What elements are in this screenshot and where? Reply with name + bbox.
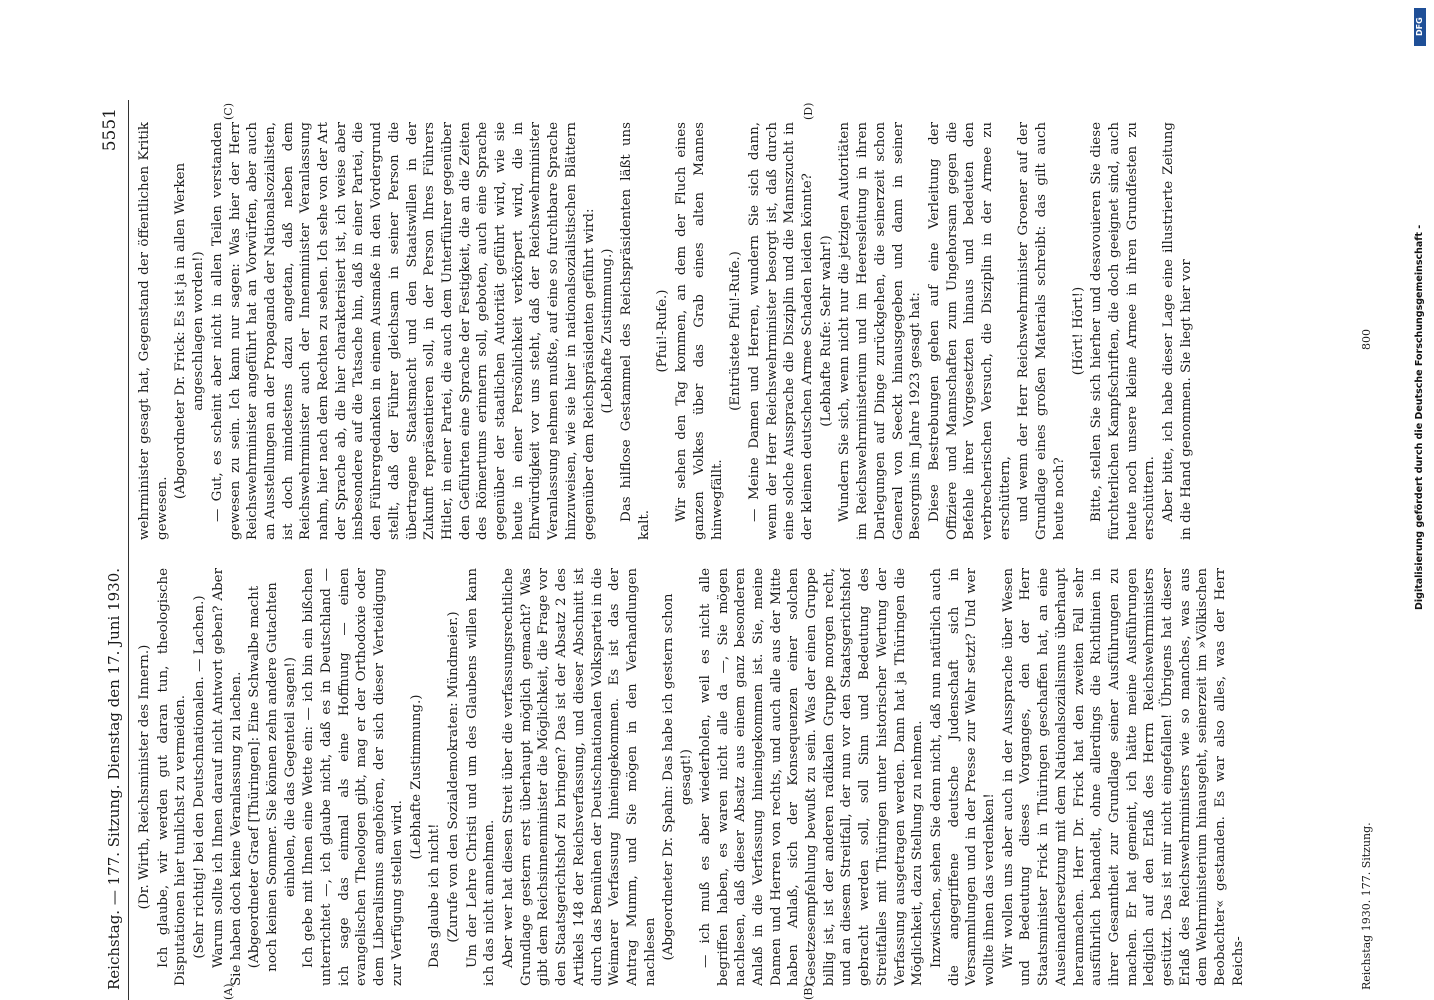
interjection: (Lebhafte Zustimmung.) <box>600 248 616 414</box>
session-title: Reichstag. — 177. Sitzung. Dienstag den 17. Juni 1930. <box>105 567 123 990</box>
right-column <box>136 122 1351 540</box>
interjection: (Abgeordneter Dr. Frick: Es ist ja in allen Werken angeschlagen worden!) <box>173 162 207 500</box>
paragraph: — ich muß es aber wiederholen, weil es nicht alle begriffen haben, es waren nicht alle da —, Sie mögen nachlesen, daß dieser Absatz aus einem ganz besonderen Anlaß in die Verfassung hineingekommen ist. Sie, meine Damen und Herren von rechts, und auch alle aus der Mitte haben Anlaß, sich der Konsequenzen einer solchen Gesetzesempfehlung bewußt zu sein. Was der einen Gruppe billig ist, ist der anderen radikalen Gruppe morgen recht, und an diesem Streitfall, der nun vor den Staatsgerichtshof gebracht werden soll, soll Sinn und Bedeutung des Streitfalles mit Thüringen unter historischer Wertung der Verfassung ausgetragen werden. Dann hat ja Thüringen die Möglichkeit, dazu Stellung zu nehmen. <box>697 568 926 986</box>
paragraph: Wir wollen uns aber auch in der Aussprache über Wesen und Bedeutung dieses Vorganges, den der Herr Staatsminister Frick in Thüringen geschaffen hat, an eine Auseinandersetzung mit dem Nationalsozialismus überhaupt heranmachen. Herr Dr. Frick hat den zweiten Fall sehr ausführlich behandelt, ohne allerdings die Richtlinien in ihrer Gesamtheit zur Grundlage seiner Ausführungen zu machen. Er hat gemeint, ich hätte meine Ausführungen lediglich auf den Erlaß des Herrn Reichswehrministers gestützt. Das ist mir nicht eingefallen! Übrigens hat dieser Erlaß des Reichswehrministers wie so manches, was aus dem Wehrministerium hinausgeht, seinerzeit im »Völkischen Beobachter« gestanden. Es war also alles, was der Herr Reichs- <box>1000 568 1246 986</box>
page-header <box>100 100 130 1000</box>
newspaper-page <box>100 100 1380 1000</box>
interjection: (Abgeordneter Dr. Spahn: Das habe ich gestern schon gesagt!) <box>661 593 695 961</box>
speaker-line: (Dr. Wirth, Reichsminister des Innern.) <box>137 644 152 910</box>
quote: Wir sehen den Tag kommen, an dem der Fluch eines ganzen Volkes über das Grab eines alten Mannes hinwegfällt. <box>674 122 725 540</box>
quote: Diese Bestrebungen gehen auf eine Verleitung der Offiziere und Mannschaften zum Ungehorsam gegen die Befehle ihrer Vorgesetzten hinaus und bedeuten den verbrecherischen Versuch, die Disziplin in der Armee zu erschüttern, <box>926 122 1013 540</box>
paragraph: Ich gebe mit Ihnen eine Wette ein: — ich bin ein bißchen unterrichtet —, ich glaube nicht, daß es in Deutschland — ich sage das einmal als eine Hoffnung — einen evangelischen Theologen gibt, mag er der Orthodoxie oder dem Liberalismus angehören, der sich dieser Verteidigung zur Verfügung stellen wird. <box>301 568 405 986</box>
margin-letter-d: (D) <box>802 102 815 120</box>
paragraph: Wundern Sie sich, wenn nicht nur die jetzigen Autoritäten im Reichswehrministerium und im Heeresleitung in ihren Darlegungen auf Dinge zurückgehen, die seinerzeit schon General von Seeckt hinausgegeben und dann in seiner Besorgnis im Jahre 1923 gesagt hat: <box>837 122 924 540</box>
digitization-note <box>1400 0 1434 1000</box>
paragraph: — Meine Damen und Herren, wundern Sie sich dann, wenn der Herr Reichswehrminister besorgt ist, daß durch eine solche Aussprache die Disziplin und die Mannszucht in der kleinen deutschen Armee Schaden leiden könnte? <box>746 122 816 540</box>
interjection: (Lebhafte Rufe: Sehr wahr!) <box>818 235 834 427</box>
paragraph: Um der Lehre Christi und um des Glaubens willen kann ich das nicht annehmen. <box>464 568 498 986</box>
paragraph: wehrminister gesagt hat, Gegenstand der öffentlichen Kritik gewesen. <box>137 122 170 540</box>
interjection: (Hört! Hört!) <box>1070 286 1086 376</box>
paragraph: und wenn der Herr Reichswehrminister Groener auf der Grundlage eines großen Materials schreibt: das gilt auch heute noch? <box>1016 122 1067 540</box>
paragraph: Aber wer hat diesen Streit über die verfassungsrechtliche Grundlage gestern erst überhaupt möglich gemacht? Was gibt dem Reichsinnenminister die Möglichkeit, die Frage vor den Staatsgerichtshof zu bringen? Das ist der Absatz 2 des Artikels 148 der Reichsverfassung, und dieser Abschnitt ist durch das Bemühen der Deutschnationalen Volkspartei in die Weimarer Verfassung hineingekommen. Es ist das der Antrag Mumm, und Sie mögen in den Verhandlungen nachlesen <box>501 568 658 986</box>
paragraph: Bitte, stellen Sie sich hierher und desavouieren Sie diese fürchterlichen Kampfschriften, die doch geeignet sind, auch heute noch unsere kleine Armee in ihren Grundfesten zu erschüttern. <box>1089 122 1158 540</box>
interjection: (Zurufe von den Sozialdemokraten: Mündmeier.) <box>445 611 461 943</box>
margin-letter-c: (C) <box>222 103 235 120</box>
quote: Das hilflose Gestammel des Reichspräsidenten läßt uns kalt. <box>618 122 652 540</box>
footer-session: Reichstag 1930. 177. Sitzung. <box>1360 822 1373 990</box>
left-column <box>136 568 1351 986</box>
paragraph: — Gut, es scheint aber nicht in allen Teilen verstanden gewesen zu sein. Ich kann nur sagen: Was hier der Herr Reichswehrminister angeführt hat an Vorwürfen, aber auch an Ausstellungen an der Propaganda der Nationalsozialisten, ist doch mindestens dazu angetan, daß neben dem Reichswehrminister auch der Innenminister Veranlassung nahm, hier nach dem Rechten zu sehen. Ich sehe von der Art der Sprache ab, die hier charakterisiert ist, ich weise aber insbesondere auf die Tatsache hin, daß in einer Partei, die den Führergedanken in einem Ausmaße in den Vordergrund stellt, daß der Führer gleichsam in seiner Person die übertragene Staatsmacht und den Staatswillen in der Zukunft repräsentieren soll, in der Person Ihres Führers Hitler, in einer Partei, die auch dem Unterführer gegenüber den Geführten eine Sprache der Festigkeit, die an die Zeiten des Römertums erinnern soll, geboten, auch eine Sprache gegenüber der staatlichen Autorität geführt wird, wie sie heute in einer Persönlichkeit verkörpert wird, die in Ehrwürdigkeit vor uns steht, daß der Reichswehrminister Veranlassung nehmen mußte, auf eine so furchtbare Sprache hinzuweisen, wie sie hier in nationalsozialistischen Blättern gegenüber dem Reichspräsidenten geführt wird: <box>209 122 597 540</box>
page-number: 5551 <box>100 108 120 152</box>
interjection: (Abgeordneter Graef [Thüringen]: Eine Schwalbe macht noch keinen Sommer. Sie können zehn andere Gutachten einholen, die das Gegenteil sagen!) <box>247 582 298 972</box>
margin-letter-a: (A) <box>222 983 235 1000</box>
header-rule <box>128 100 129 1000</box>
paragraph: Inzwischen, sehen Sie denn nicht, daß nun natürlich auch die angegriffene deutsche Judenschaft sich in Versammlungen und in der Presse zur Wehr setzt? Und wer wollte ihnen das verdenken! <box>928 568 998 986</box>
interjection: (Sehr richtig! bei den Deutschnationalen. — Lachen.) <box>192 595 208 959</box>
paragraph: Aber bitte, ich habe dieser Lage eine illustrierte Zeitung in die Hand genommen. Sie liegt hier vor <box>1161 122 1194 540</box>
digitization-credit: Digitalisierung gefördert durch die Deutsche Forschungsgemeinschaft - <box>1414 224 1425 610</box>
interjection: (Entrüstete Pfui!-Rufe.) <box>728 251 744 411</box>
dfg-logo: DFG <box>1414 8 1426 46</box>
interjection: (Lebhafte Zustimmung.) <box>408 694 424 860</box>
paragraph: Das glaube ich nicht! <box>427 823 443 968</box>
paragraph: Warum sollte ich Ihnen darauf nicht Antwort geben? Aber Sie haben doch keine Veranlassung zu lachen. <box>210 568 244 986</box>
paragraph: Ich glaube, wir werden gut daran tun, theologische Disputationen hier tunlichst zu vermeiden. <box>155 568 189 986</box>
interjection: (Pfui!-Rufe.) <box>655 289 671 373</box>
margin-letter-b: (B) <box>802 983 815 1000</box>
footer-number: 800 <box>1360 329 1373 350</box>
